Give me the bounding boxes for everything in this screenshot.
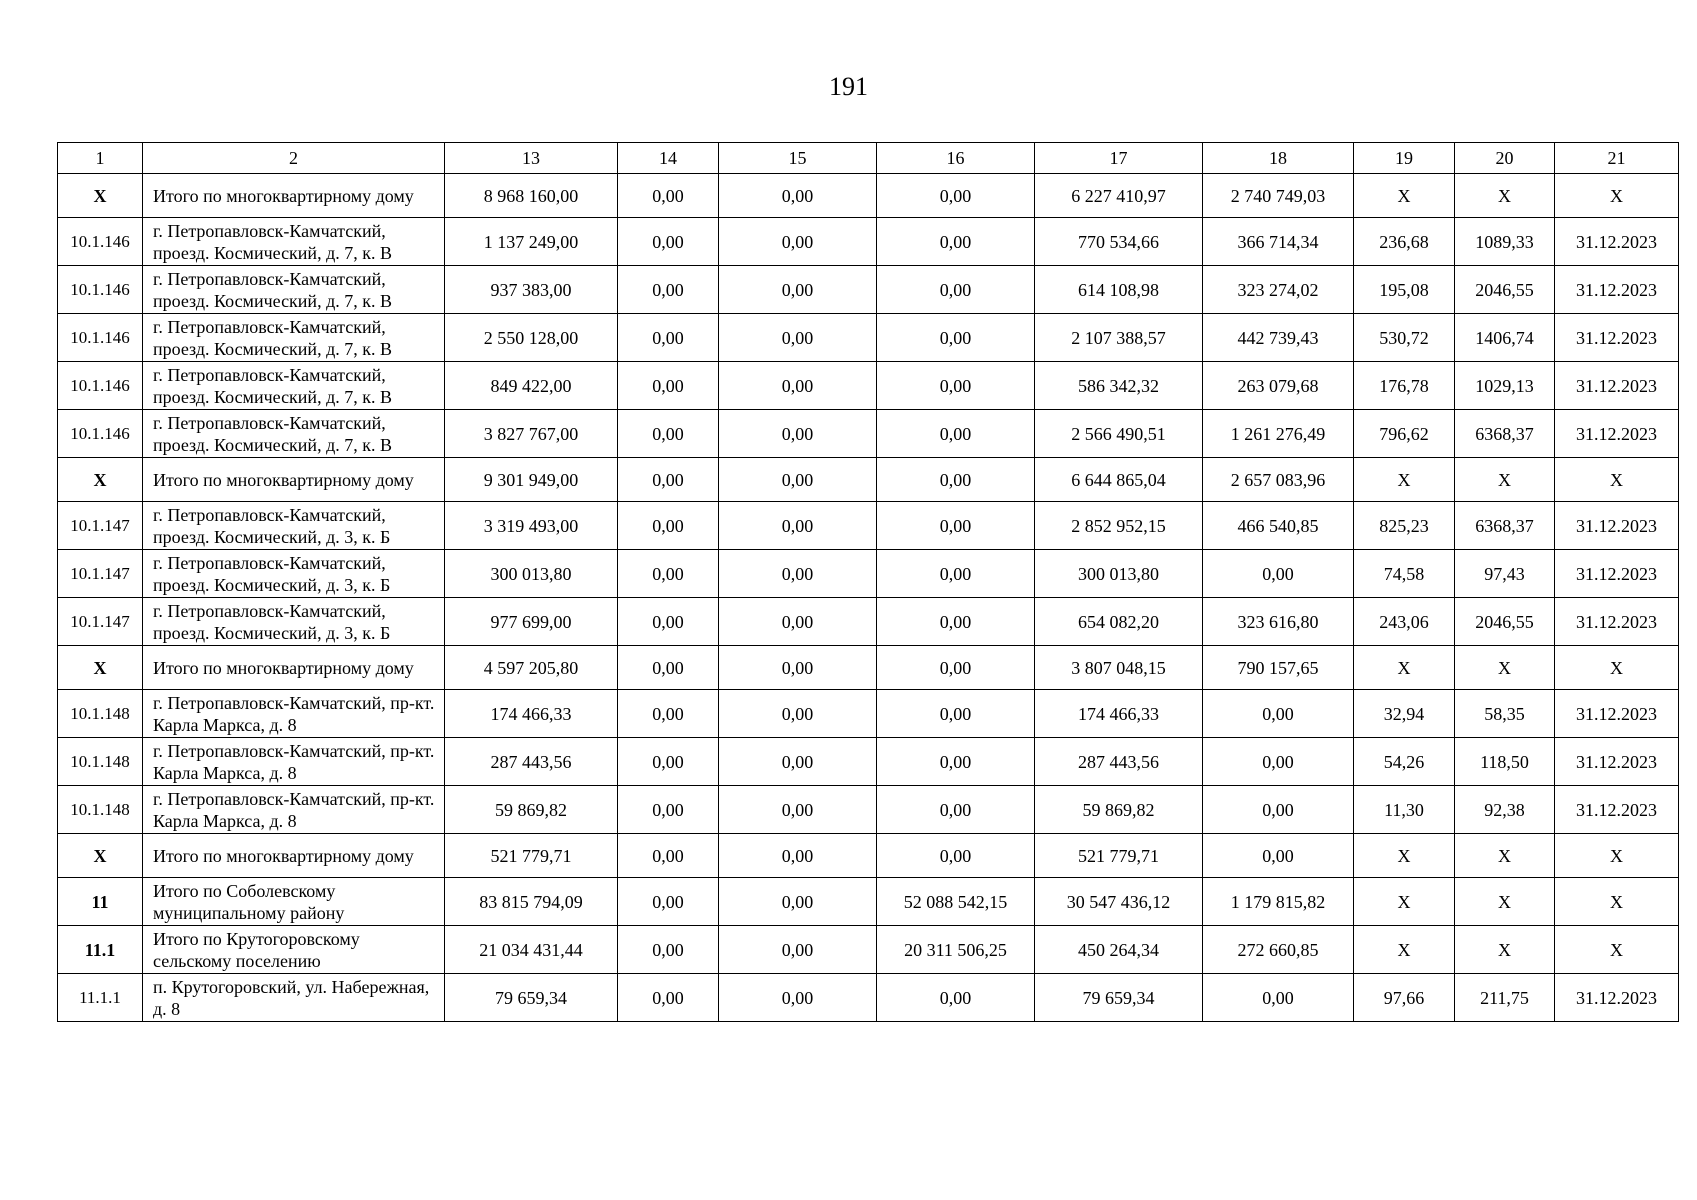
col-16-cell: 20 311 506,25	[877, 926, 1035, 974]
col-17-cell: 2 107 388,57	[1035, 314, 1203, 362]
col-20-cell: X	[1455, 458, 1555, 502]
table-body	[58, 143, 1679, 1022]
col-13-cell: 937 383,00	[445, 266, 618, 314]
col-17-cell: 300 013,80	[1035, 550, 1203, 598]
col-15-cell: 0,00	[719, 974, 877, 1022]
row-number-cell: 10.1.146	[58, 362, 143, 410]
col-15-cell: 0,00	[719, 550, 877, 598]
col-15-cell: 0,00	[719, 502, 877, 550]
total-row	[58, 926, 1679, 974]
col-15-cell: 0,00	[719, 458, 877, 502]
col-20-cell: 97,43	[1455, 550, 1555, 598]
col-14-cell: 0,00	[618, 174, 719, 218]
object-name-cell: Итого по Соболевскому муниципальному району	[143, 878, 445, 926]
col-19-cell: 236,68	[1354, 218, 1455, 266]
total-row	[58, 174, 1679, 218]
col-15-cell: 0,00	[719, 646, 877, 690]
col-19-cell: X	[1354, 646, 1455, 690]
col-21-cell: 31.12.2023	[1555, 550, 1679, 598]
col-20-cell: 1406,74	[1455, 314, 1555, 362]
object-name-cell: г. Петропавловск-Камчатский, проезд. Космический, д. 3, к. Б	[143, 502, 445, 550]
col-18-cell: 2 657 083,96	[1203, 458, 1354, 502]
col-14-cell: 0,00	[618, 266, 719, 314]
col-20-cell: X	[1455, 878, 1555, 926]
col-16-cell: 0,00	[877, 786, 1035, 834]
col-19-cell: 195,08	[1354, 266, 1455, 314]
col-18-cell: 0,00	[1203, 738, 1354, 786]
col-17-cell: 2 852 952,15	[1035, 502, 1203, 550]
col-18-cell: 263 079,68	[1203, 362, 1354, 410]
total-row	[58, 878, 1679, 926]
col-21-cell: 31.12.2023	[1555, 502, 1679, 550]
col-17-cell: 30 547 436,12	[1035, 878, 1203, 926]
col-21-cell: 31.12.2023	[1555, 690, 1679, 738]
col-20-cell: 2046,55	[1455, 598, 1555, 646]
row-number-cell: X	[58, 646, 143, 690]
col-18-cell: 0,00	[1203, 690, 1354, 738]
col-15-cell: 0,00	[719, 690, 877, 738]
col-19-cell: X	[1354, 878, 1455, 926]
col-16-cell: 0,00	[877, 502, 1035, 550]
table-row	[58, 362, 1679, 410]
col-16-cell: 0,00	[877, 218, 1035, 266]
col-14-cell: 0,00	[618, 410, 719, 458]
col-19-cell: 32,94	[1354, 690, 1455, 738]
col-16-cell: 0,00	[877, 362, 1035, 410]
object-name-cell: г. Петропавловск-Камчатский, пр-кт. Карла Маркса, д. 8	[143, 738, 445, 786]
col-20-cell: X	[1455, 174, 1555, 218]
col-18-cell: 1 179 815,82	[1203, 878, 1354, 926]
col-21-cell: 31.12.2023	[1555, 314, 1679, 362]
col-20-cell: 1029,13	[1455, 362, 1555, 410]
table-row	[58, 550, 1679, 598]
col-15-cell: 0,00	[719, 174, 877, 218]
col-14-cell: 0,00	[618, 598, 719, 646]
col-18-cell: 442 739,43	[1203, 314, 1354, 362]
column-header: 1	[58, 143, 143, 174]
col-20-cell: 6368,37	[1455, 502, 1555, 550]
col-13-cell: 521 779,71	[445, 834, 618, 878]
col-21-cell: X	[1555, 646, 1679, 690]
col-17-cell: 614 108,98	[1035, 266, 1203, 314]
table-row	[58, 502, 1679, 550]
col-19-cell: X	[1354, 458, 1455, 502]
column-header: 2	[143, 143, 445, 174]
col-21-cell: 31.12.2023	[1555, 786, 1679, 834]
total-row	[58, 834, 1679, 878]
col-17-cell: 521 779,71	[1035, 834, 1203, 878]
col-17-cell: 287 443,56	[1035, 738, 1203, 786]
col-18-cell: 1 261 276,49	[1203, 410, 1354, 458]
column-header: 17	[1035, 143, 1203, 174]
row-number-cell: 10.1.148	[58, 690, 143, 738]
table-row	[58, 690, 1679, 738]
col-19-cell: 74,58	[1354, 550, 1455, 598]
col-16-cell: 0,00	[877, 690, 1035, 738]
col-21-cell: 31.12.2023	[1555, 362, 1679, 410]
col-16-cell: 0,00	[877, 410, 1035, 458]
col-21-cell: 31.12.2023	[1555, 738, 1679, 786]
col-21-cell: 31.12.2023	[1555, 974, 1679, 1022]
col-19-cell: 243,06	[1354, 598, 1455, 646]
col-15-cell: 0,00	[719, 786, 877, 834]
object-name-cell: г. Петропавловск-Камчатский, проезд. Космический, д. 7, к. В	[143, 362, 445, 410]
row-number-cell: 10.1.147	[58, 550, 143, 598]
col-21-cell: X	[1555, 834, 1679, 878]
column-header: 18	[1203, 143, 1354, 174]
col-13-cell: 849 422,00	[445, 362, 618, 410]
object-name-cell: г. Петропавловск-Камчатский, проезд. Космический, д. 3, к. Б	[143, 598, 445, 646]
object-name-cell: г. Петропавловск-Камчатский, пр-кт. Карла Маркса, д. 8	[143, 690, 445, 738]
col-17-cell: 654 082,20	[1035, 598, 1203, 646]
col-13-cell: 83 815 794,09	[445, 878, 618, 926]
col-17-cell: 6 227 410,97	[1035, 174, 1203, 218]
row-number-cell: X	[58, 174, 143, 218]
col-14-cell: 0,00	[618, 314, 719, 362]
col-17-cell: 450 264,34	[1035, 926, 1203, 974]
col-18-cell: 2 740 749,03	[1203, 174, 1354, 218]
col-16-cell: 0,00	[877, 738, 1035, 786]
col-16-cell: 0,00	[877, 974, 1035, 1022]
col-15-cell: 0,00	[719, 738, 877, 786]
row-number-cell: 10.1.146	[58, 314, 143, 362]
col-21-cell: X	[1555, 926, 1679, 974]
col-18-cell: 272 660,85	[1203, 926, 1354, 974]
col-18-cell: 366 714,34	[1203, 218, 1354, 266]
total-row	[58, 458, 1679, 502]
col-21-cell: 31.12.2023	[1555, 266, 1679, 314]
col-18-cell: 0,00	[1203, 974, 1354, 1022]
col-15-cell: 0,00	[719, 926, 877, 974]
col-18-cell: 466 540,85	[1203, 502, 1354, 550]
column-header: 13	[445, 143, 618, 174]
col-16-cell: 0,00	[877, 266, 1035, 314]
table-row	[58, 266, 1679, 314]
col-13-cell: 3 319 493,00	[445, 502, 618, 550]
col-19-cell: 796,62	[1354, 410, 1455, 458]
total-row	[58, 646, 1679, 690]
col-13-cell: 174 466,33	[445, 690, 618, 738]
col-21-cell: 31.12.2023	[1555, 410, 1679, 458]
col-20-cell: 2046,55	[1455, 266, 1555, 314]
col-21-cell: X	[1555, 458, 1679, 502]
col-19-cell: 176,78	[1354, 362, 1455, 410]
column-header: 21	[1555, 143, 1679, 174]
col-13-cell: 79 659,34	[445, 974, 618, 1022]
col-15-cell: 0,00	[719, 410, 877, 458]
col-18-cell: 790 157,65	[1203, 646, 1354, 690]
col-19-cell: 530,72	[1354, 314, 1455, 362]
col-17-cell: 79 659,34	[1035, 974, 1203, 1022]
col-14-cell: 0,00	[618, 690, 719, 738]
col-14-cell: 0,00	[618, 646, 719, 690]
col-16-cell: 0,00	[877, 550, 1035, 598]
col-17-cell: 2 566 490,51	[1035, 410, 1203, 458]
object-name-cell: Итого по многоквартирному дому	[143, 834, 445, 878]
col-16-cell: 0,00	[877, 598, 1035, 646]
column-header: 14	[618, 143, 719, 174]
col-15-cell: 0,00	[719, 218, 877, 266]
col-14-cell: 0,00	[618, 974, 719, 1022]
col-20-cell: 6368,37	[1455, 410, 1555, 458]
col-14-cell: 0,00	[618, 218, 719, 266]
col-19-cell: 11,30	[1354, 786, 1455, 834]
col-16-cell: 52 088 542,15	[877, 878, 1035, 926]
col-13-cell: 59 869,82	[445, 786, 618, 834]
object-name-cell: г. Петропавловск-Камчатский, проезд. Космический, д. 7, к. В	[143, 266, 445, 314]
col-20-cell: 1089,33	[1455, 218, 1555, 266]
col-14-cell: 0,00	[618, 786, 719, 834]
col-19-cell: X	[1354, 174, 1455, 218]
col-20-cell: X	[1455, 834, 1555, 878]
col-19-cell: 54,26	[1354, 738, 1455, 786]
col-16-cell: 0,00	[877, 314, 1035, 362]
col-14-cell: 0,00	[618, 878, 719, 926]
report-table	[57, 142, 1679, 1022]
row-number-cell: 10.1.147	[58, 598, 143, 646]
object-name-cell: г. Петропавловск-Камчатский, проезд. Космический, д. 7, к. В	[143, 218, 445, 266]
col-14-cell: 0,00	[618, 458, 719, 502]
col-14-cell: 0,00	[618, 362, 719, 410]
object-name-cell: г. Петропавловск-Камчатский, проезд. Космический, д. 7, к. В	[143, 314, 445, 362]
col-13-cell: 3 827 767,00	[445, 410, 618, 458]
col-20-cell: 118,50	[1455, 738, 1555, 786]
row-number-cell: 11	[58, 878, 143, 926]
column-header: 20	[1455, 143, 1555, 174]
col-15-cell: 0,00	[719, 598, 877, 646]
row-number-cell: 11.1.1	[58, 974, 143, 1022]
object-name-cell: Итого по Крутогоровскому сельскому поселению	[143, 926, 445, 974]
col-13-cell: 9 301 949,00	[445, 458, 618, 502]
column-number-row	[58, 143, 1679, 174]
table-row	[58, 598, 1679, 646]
object-name-cell: г. Петропавловск-Камчатский, проезд. Космический, д. 7, к. В	[143, 410, 445, 458]
col-16-cell: 0,00	[877, 834, 1035, 878]
col-20-cell: 92,38	[1455, 786, 1555, 834]
object-name-cell: Итого по многоквартирному дому	[143, 646, 445, 690]
table-row	[58, 786, 1679, 834]
col-13-cell: 21 034 431,44	[445, 926, 618, 974]
col-17-cell: 3 807 048,15	[1035, 646, 1203, 690]
object-name-cell: г. Петропавловск-Камчатский, проезд. Космический, д. 3, к. Б	[143, 550, 445, 598]
col-14-cell: 0,00	[618, 550, 719, 598]
row-number-cell: 10.1.146	[58, 218, 143, 266]
row-number-cell: 11.1	[58, 926, 143, 974]
column-header: 16	[877, 143, 1035, 174]
col-17-cell: 174 466,33	[1035, 690, 1203, 738]
col-17-cell: 59 869,82	[1035, 786, 1203, 834]
col-18-cell: 0,00	[1203, 786, 1354, 834]
col-14-cell: 0,00	[618, 834, 719, 878]
col-18-cell: 0,00	[1203, 550, 1354, 598]
row-number-cell: 10.1.148	[58, 738, 143, 786]
col-15-cell: 0,00	[719, 266, 877, 314]
col-16-cell: 0,00	[877, 458, 1035, 502]
col-13-cell: 1 137 249,00	[445, 218, 618, 266]
object-name-cell: г. Петропавловск-Камчатский, пр-кт. Карла Маркса, д. 8	[143, 786, 445, 834]
col-13-cell: 300 013,80	[445, 550, 618, 598]
col-15-cell: 0,00	[719, 314, 877, 362]
column-header: 15	[719, 143, 877, 174]
object-name-cell: Итого по многоквартирному дому	[143, 458, 445, 502]
row-number-cell: X	[58, 834, 143, 878]
object-name-cell: п. Крутогоровский, ул. Набережная, д. 8	[143, 974, 445, 1022]
row-number-cell: 10.1.147	[58, 502, 143, 550]
table-row	[58, 218, 1679, 266]
col-16-cell: 0,00	[877, 646, 1035, 690]
object-name-cell: Итого по многоквартирному дому	[143, 174, 445, 218]
table-row	[58, 314, 1679, 362]
column-header: 19	[1354, 143, 1455, 174]
col-14-cell: 0,00	[618, 738, 719, 786]
col-15-cell: 0,00	[719, 362, 877, 410]
col-19-cell: 825,23	[1354, 502, 1455, 550]
col-16-cell: 0,00	[877, 174, 1035, 218]
col-18-cell: 323 616,80	[1203, 598, 1354, 646]
col-17-cell: 770 534,66	[1035, 218, 1203, 266]
col-13-cell: 287 443,56	[445, 738, 618, 786]
row-number-cell: 10.1.148	[58, 786, 143, 834]
col-15-cell: 0,00	[719, 878, 877, 926]
col-20-cell: 211,75	[1455, 974, 1555, 1022]
table-row	[58, 738, 1679, 786]
col-13-cell: 977 699,00	[445, 598, 618, 646]
col-20-cell: X	[1455, 646, 1555, 690]
row-number-cell: 10.1.146	[58, 410, 143, 458]
col-19-cell: X	[1354, 834, 1455, 878]
col-19-cell: X	[1354, 926, 1455, 974]
col-21-cell: 31.12.2023	[1555, 218, 1679, 266]
col-21-cell: X	[1555, 878, 1679, 926]
col-21-cell: X	[1555, 174, 1679, 218]
row-number-cell: X	[58, 458, 143, 502]
col-20-cell: X	[1455, 926, 1555, 974]
col-21-cell: 31.12.2023	[1555, 598, 1679, 646]
col-17-cell: 6 644 865,04	[1035, 458, 1203, 502]
col-18-cell: 0,00	[1203, 834, 1354, 878]
col-13-cell: 2 550 128,00	[445, 314, 618, 362]
col-15-cell: 0,00	[719, 834, 877, 878]
row-number-cell: 10.1.146	[58, 266, 143, 314]
col-14-cell: 0,00	[618, 502, 719, 550]
col-20-cell: 58,35	[1455, 690, 1555, 738]
col-17-cell: 586 342,32	[1035, 362, 1203, 410]
table-row	[58, 410, 1679, 458]
table-row	[58, 974, 1679, 1022]
col-19-cell: 97,66	[1354, 974, 1455, 1022]
col-14-cell: 0,00	[618, 926, 719, 974]
col-13-cell: 8 968 160,00	[445, 174, 618, 218]
page-number: 191	[829, 72, 868, 101]
col-18-cell: 323 274,02	[1203, 266, 1354, 314]
col-13-cell: 4 597 205,80	[445, 646, 618, 690]
